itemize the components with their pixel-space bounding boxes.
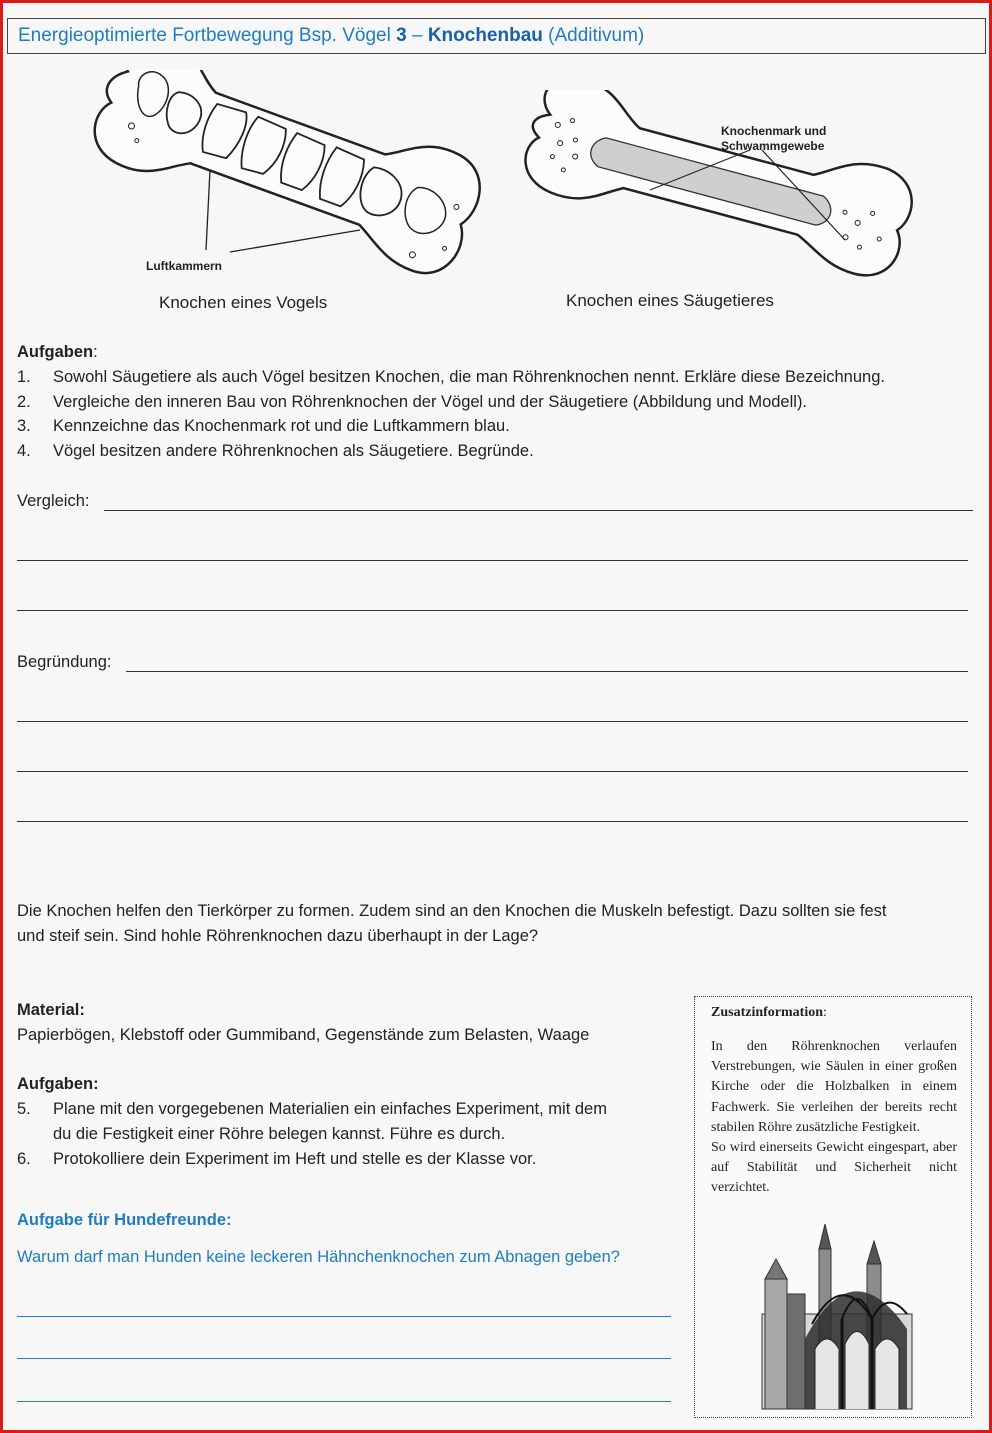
mammal-bone-figure bbox=[500, 90, 930, 300]
intro-paragraph bbox=[17, 899, 982, 948]
list-item bbox=[17, 439, 977, 464]
title-suffix: (Additivum) bbox=[542, 25, 645, 46]
list-text: Vergleiche den inneren Bau von Röhrenknochen der Vögel und der Säugetiere (Abbildung und Modell). bbox=[53, 393, 808, 411]
reasoning-answer-line-3[interactable] bbox=[17, 771, 968, 772]
page-title bbox=[7, 18, 986, 54]
tasks2-heading: Aufgaben: bbox=[17, 1075, 99, 1093]
dog-task-question: Warum darf man Hunden keine leckeren Hähnchenknochen zum Abnagen geben? bbox=[17, 1248, 620, 1266]
list-text: Vögel besitzen andere Röhrenknochen als Säugetiere. Begründe. bbox=[53, 442, 534, 460]
info-paragraph-2: So wird einerseits Gewicht eingespart, aber auf Stabilität und Sicherheit nicht verzichtet. bbox=[711, 1140, 957, 1196]
dog-answer-line-3[interactable] bbox=[17, 1401, 671, 1402]
list-number: 2. bbox=[17, 393, 31, 411]
comparison-answer-line-2[interactable] bbox=[17, 560, 968, 561]
info-title-colon: : bbox=[823, 1005, 827, 1020]
intro-line-2: und steif sein. Sind hohle Röhrenknochen dazu überhaupt in der Lage? bbox=[17, 926, 539, 945]
list-number: 5. bbox=[17, 1100, 31, 1118]
list-text: Sowohl Säugetiere als auch Vögel besitzen Knochen, die man Röhrenknochen nennt. Erkläre diese Bezeichnung. bbox=[53, 368, 885, 386]
list-item bbox=[17, 414, 977, 439]
comparison-label: Vergleich: bbox=[17, 492, 90, 510]
title-topic: Knochenbau bbox=[427, 25, 543, 46]
dog-answer-line-2[interactable] bbox=[17, 1358, 671, 1359]
list-text-line-2: du die Festigkeit einer Röhre belegen kannst. Führe es durch. bbox=[53, 1125, 506, 1143]
comparison-answer-line-1[interactable] bbox=[104, 510, 973, 511]
title-number: 3 bbox=[396, 25, 407, 46]
info-paragraph-1: In den Röhrenknochen verlaufen Verstrebungen, wie Säulen in einer großen Kirche oder die Holzbalken in einem Fachwerk. Sie verleihen der bereits recht stabilen Röhre zusätzliche Festigkeit. bbox=[711, 1039, 957, 1135]
list-number: 1. bbox=[17, 368, 31, 386]
additional-info-box bbox=[694, 996, 972, 1418]
mammal-bone-caption: Knochen eines Säugetieres bbox=[566, 291, 774, 310]
tasks-heading-text: Aufgaben bbox=[17, 343, 94, 361]
info-title-text: Zusatzinformation bbox=[711, 1005, 823, 1020]
bird-label-air-chambers: Luftkammern bbox=[146, 259, 223, 273]
material-heading: Material: bbox=[17, 1001, 85, 1019]
dog-task-heading: Aufgabe für Hundefreunde: bbox=[17, 1211, 232, 1229]
reasoning-answer-line-4[interactable] bbox=[17, 821, 968, 822]
list-item bbox=[17, 365, 977, 390]
mammal-label-line-2: Schwammgewebe bbox=[721, 139, 825, 153]
list-number: 6. bbox=[17, 1150, 31, 1168]
reasoning-answer-line-2[interactable] bbox=[17, 721, 968, 722]
dog-answer-line-1[interactable] bbox=[17, 1316, 671, 1317]
title-dash: – bbox=[406, 25, 428, 46]
mammal-label-marrow bbox=[721, 124, 826, 154]
list-number: 3. bbox=[17, 417, 31, 435]
list-item bbox=[17, 1147, 682, 1172]
mammal-label-line-1: Knochenmark und bbox=[721, 124, 827, 138]
comparison-answer-line-3[interactable] bbox=[17, 610, 968, 611]
title-prefix: Energieoptimierte Fortbewegung Bsp. Vögel bbox=[18, 25, 397, 46]
list-item bbox=[17, 1097, 682, 1147]
reasoning-answer-line-1[interactable] bbox=[126, 671, 968, 672]
tasks-heading-colon: : bbox=[93, 343, 98, 361]
info-title bbox=[711, 1005, 827, 1021]
list-number: 4. bbox=[17, 442, 31, 460]
material-text: Papierbögen, Klebstoff oder Gummiband, Gegenstände zum Belasten, Waage bbox=[17, 1026, 590, 1044]
intro-line-1: Die Knochen helfen den Tierkörper zu formen. Zudem sind an den Knochen die Muskeln befestigt. Dazu sollten sie fest bbox=[17, 902, 887, 920]
cathedral-illustration bbox=[757, 1219, 917, 1414]
list-text-line-1: Plane mit den vorgegebenen Materialien ein einfaches Experiment, mit dem bbox=[53, 1100, 607, 1118]
bird-bone-caption: Knochen eines Vogels bbox=[159, 293, 328, 312]
tasks-heading bbox=[17, 340, 98, 365]
list-text: Kennzeichne das Knochenmark rot und die Luftkammern blau. bbox=[53, 417, 510, 435]
list-text: Protokolliere dein Experiment im Heft und stelle es der Klasse vor. bbox=[53, 1150, 537, 1168]
reasoning-label: Begründung: bbox=[17, 653, 112, 671]
bird-bone-figure bbox=[60, 70, 500, 300]
list-item bbox=[17, 390, 977, 415]
info-text bbox=[711, 1037, 957, 1199]
